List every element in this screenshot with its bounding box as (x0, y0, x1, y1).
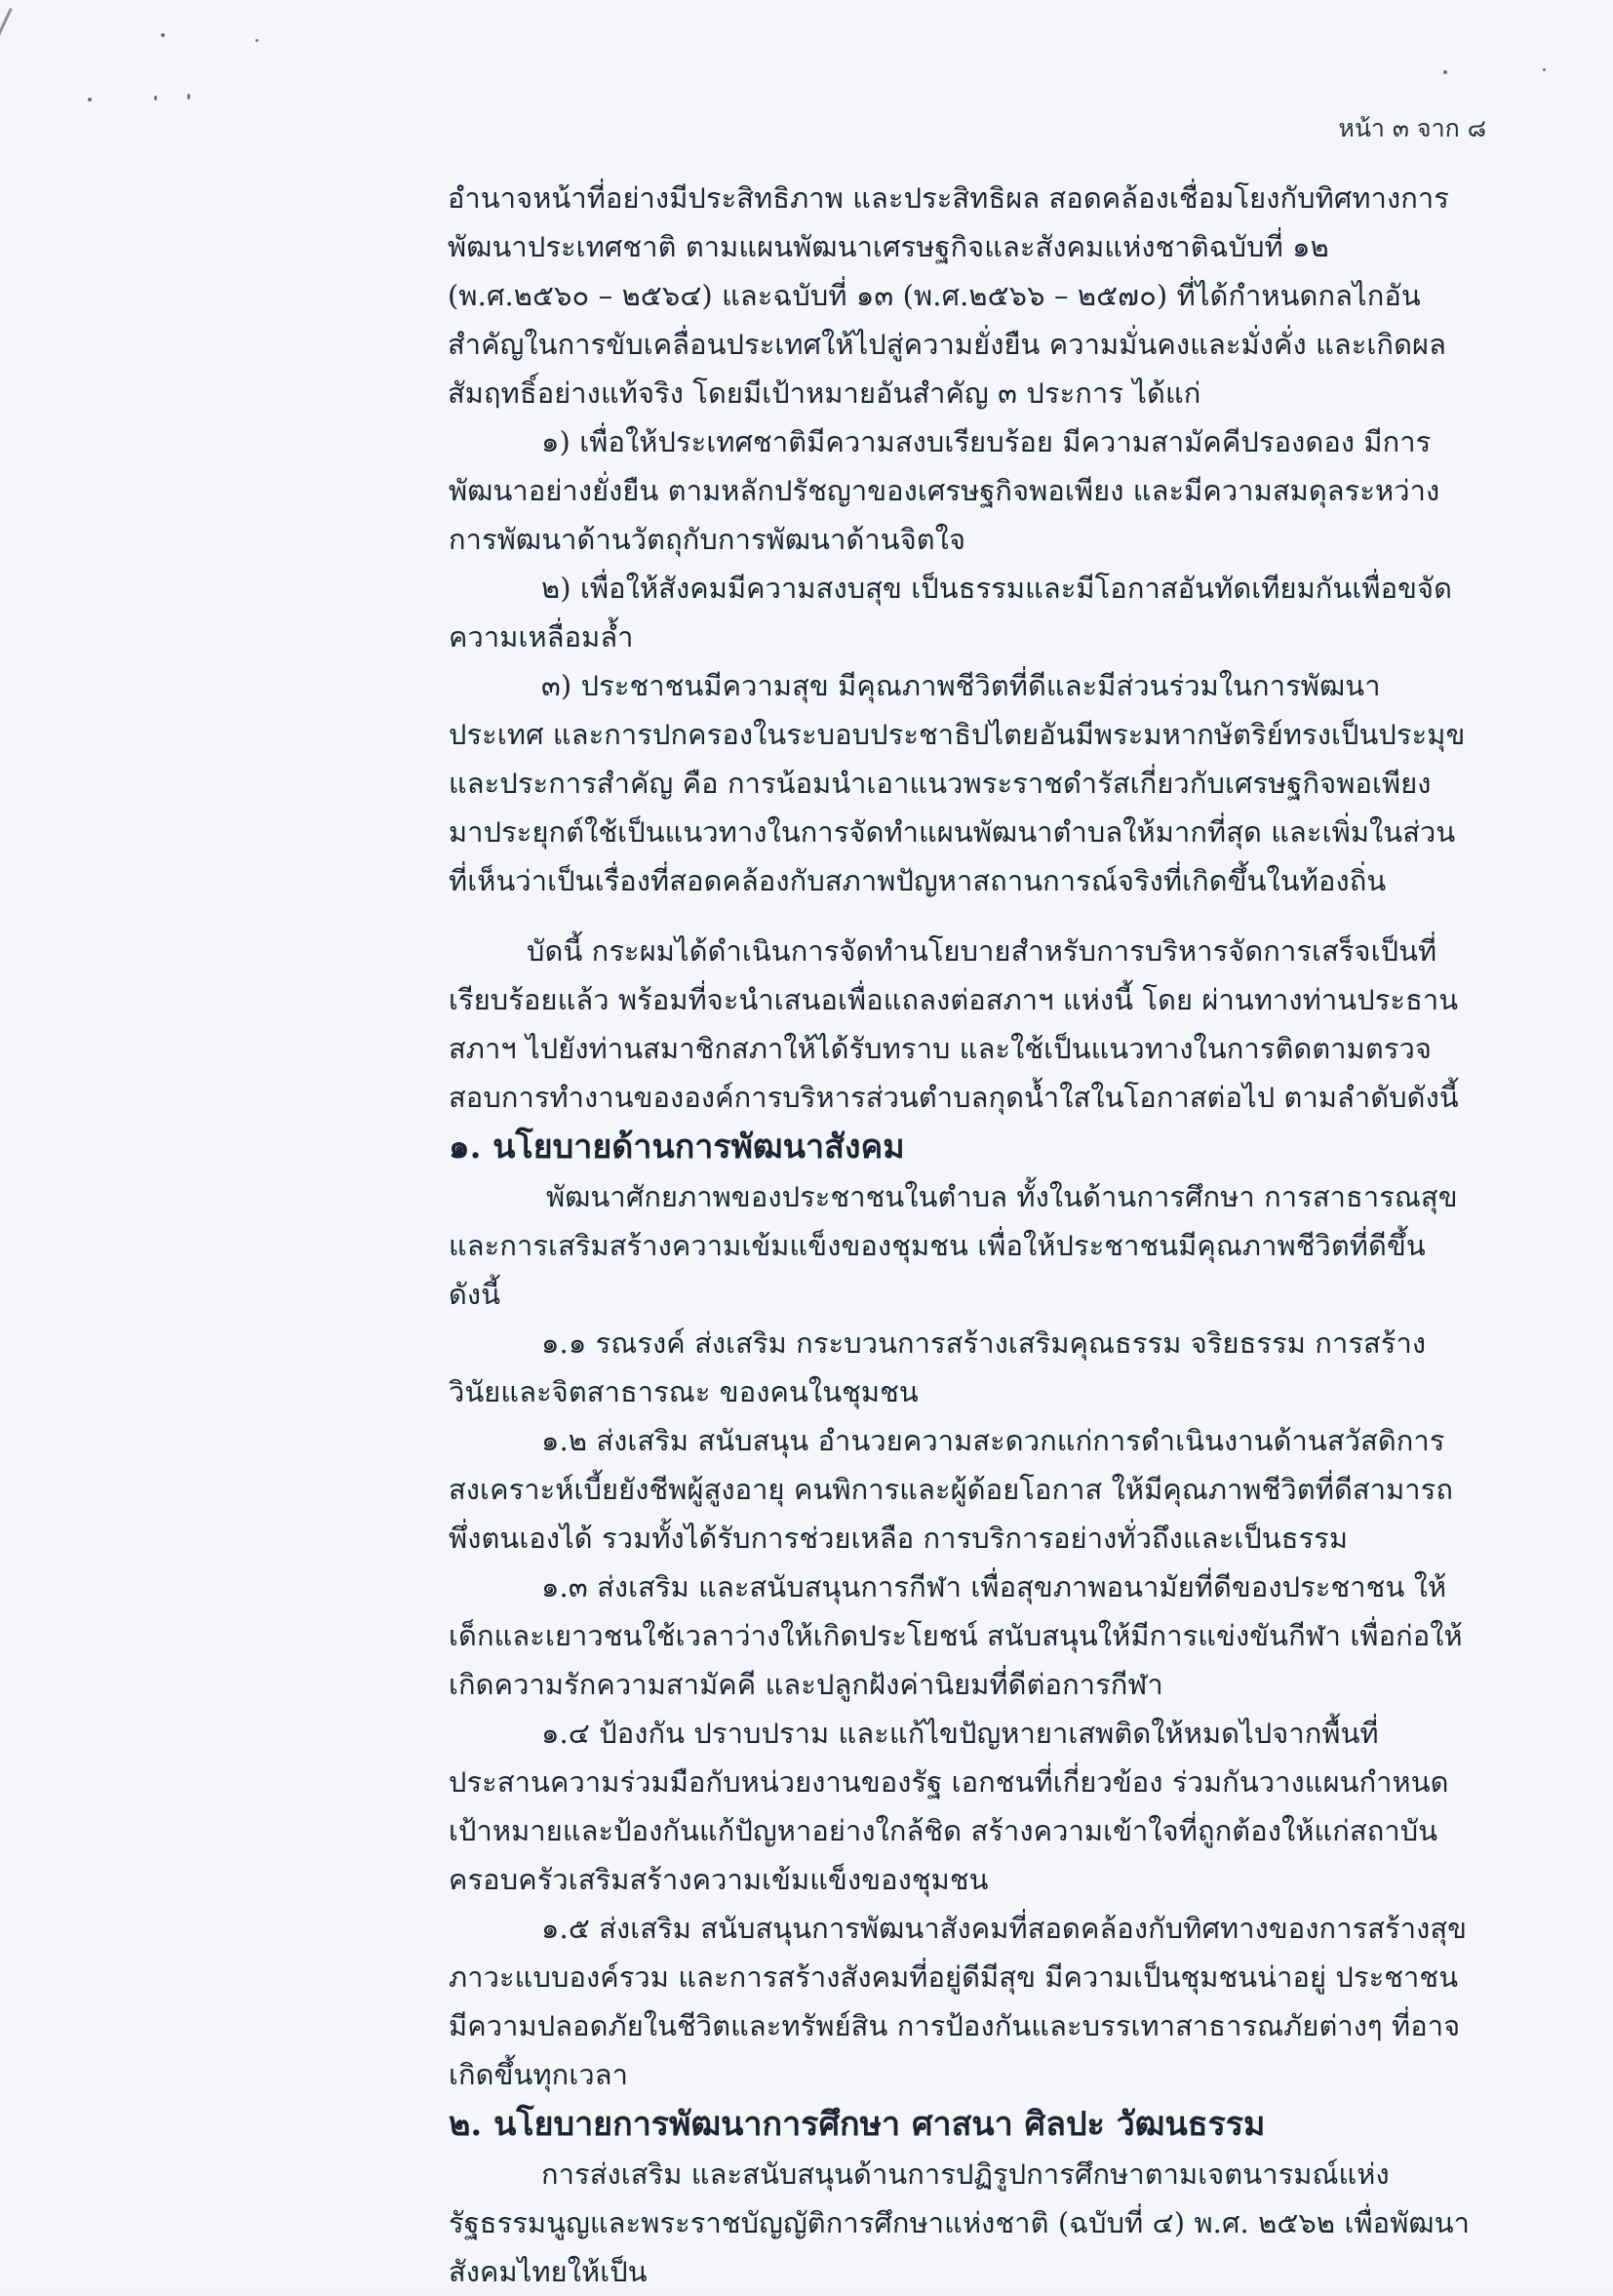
document-body (449, 174, 1473, 2296)
section-heading: ๒. นโยบายการพัฒนาการศึกษา ศาสนา ศิลปะ วัฒนธรรม (449, 2105, 1266, 2144)
paragraph: ๑) เพื่อให้ประเทศชาติมีความสงบเรียบร้อย มีความสามัคคีปรองดอง มีการพัฒนาอย่างยั่งยืน ตามหลักปรัชญาของเศรษฐกิจพอเพียง และมีความสมดุลระหว่างการพัฒนาด้านวัตถุกับการพัฒนาด้านจิตใจ (449, 425, 1440, 556)
paragraph: ๓) ประชาชนมีความสุข มีคุณภาพชีวิตที่ดีและมีส่วนร่วมในการพัฒนาประเทศ และการปกครองในระบอบประชาธิปไตยอันมีพระมหากษัตริย์ทรงเป็นประมุขและประการสำคัญ คือ การน้อมนำเอาแนวพระราชดำรัสเกี่ยวกับเศรษฐกิจพอเพียง มาประยุกต์ใช้เป็นแนวทางในการจัดทำแผนพัฒนาตำบลให้มากที่สุด และเพิ่มในส่วนที่เห็นว่าเป็นเรื่องที่สอดคล้องกับสภาพปัญหาสถานการณ์จริงที่เกิดขึ้นในท้องถิ่น (449, 669, 1466, 897)
page-number: หน้า ๓ จาก ๘ (1338, 114, 1486, 142)
paragraph: พัฒนาศักยภาพของประชาชนในตำบล ทั้งในด้านการศึกษา การสาธารณสุข และการเสริมสร้างความเข้มแข็งของชุมชน เพื่อให้ประชาชนมีคุณภาพชีวิตที่ดีขึ้น ดังนี้ (449, 1180, 1458, 1311)
scan-speck (161, 33, 165, 37)
scan-speck (154, 96, 157, 100)
scan-speck (256, 39, 258, 42)
scan-speck (1543, 68, 1546, 71)
paragraph: บัดนี้ กระผมได้ดำเนินการจัดทำนโยบายสำหรับการบริหารจัดการเสร็จเป็นที่เรียบร้อยแล้ว พร้อมที่จะนำเสนอเพื่อแถลงต่อสภาฯ แห่งนี้ โดย ผ่านทางท่านประธานสภาฯ ไปยังท่านสมาชิกสภาให้ได้รับทราบ และใช้เป็นแนวทางในการติดตามตรวจสอบการทำงานขององค์การบริหารส่วนตำบลกุดน้ำใสในโอกาสต่อไป ตามลำดับดังนี้ (449, 934, 1459, 1114)
section-heading: ๑. นโยบายด้านการพัฒนาสังคม (449, 1128, 905, 1167)
scan-corner-mark (0, 8, 13, 62)
list-item: ๑.๔ ป้องกัน ปราบปราม และแก้ไขปัญหายาเสพติดให้หมดไปจากพื้นที่ ประสานความร่วมมือกับหน่วยงานของรัฐ เอกชนที่เกี่ยวข้อง ร่วมกันวางแผนกำหนดเป้าหมายและป้องกันแก้ปัญหาอย่างใกล้ชิด สร้างความเข้าใจที่ถูกต้องให้แก่สถาบันครอบครัวเสริมสร้างความเข้มแข็งของชุมชน (449, 1717, 1449, 1896)
list-item: ๑.๒ ส่งเสริม สนับสนุน อำนวยความสะดวกแก่การดำเนินงานด้านสวัสดิการสงเคราะห์เบี้ยยังชีพผู้สูงอายุ คนพิการและผู้ด้อยโอกาส ให้มีคุณภาพชีวิตที่ดีสามารถพึ่งตนเองได้ รวมทั้งได้รับการช่วยเหลือ การบริการอย่างทั่วถึงและเป็นธรรม (449, 1424, 1454, 1555)
scan-speck (187, 94, 190, 99)
list-item: ๑.๕ ส่งเสริม สนับสนุนการพัฒนาสังคมที่สอดคล้องกับทิศทางของการสร้างสุขภาวะแบบองค์รวม และการสร้างสังคมที่อยู่ดีมีสุข มีความเป็นชุมชนน่าอยู่ ประชาชนมีความปลอดภัยในชีวิตและทรัพย์สิน การป้องกันและบรรเทาสาธารณภัยต่างๆ ที่อาจเกิดขึ้นทุกเวลา (449, 1912, 1468, 2091)
paragraph: การส่งเสริม และสนับสนุนด้านการปฏิรูปการศึกษาตามเจตนารมณ์แห่งรัฐธรรมนูญและพระราชบัญญัติการศึกษาแห่งชาติ (ฉบับที่ ๔) พ.ศ. ๒๕๖๒ เพื่อพัฒนาสังคมไทยให้เป็น (449, 2157, 1471, 2288)
list-item: ๑.๑ รณรงค์ ส่งเสริม กระบวนการสร้างเสริมคุณธรรม จริยธรรม การสร้างวินัยและจิตสาธารณะ ของคนในชุมชน (449, 1326, 1427, 1408)
list-item: ๑.๓ ส่งเสริม และสนับสนุนการกีฬา เพื่อสุขภาพอนามัยที่ดีของประชาชน ให้เด็กและเยาวชนใช้เวลาว่างให้เกิดประโยชน์ สนับสนุนให้มีการแข่งขันกีฬา เพื่อก่อให้เกิดความรักความสามัคคี และปลูกฝังค่านิยมที่ดีต่อการกีฬา (449, 1570, 1463, 1701)
scan-speck (1443, 70, 1447, 74)
paragraph: ๒) เพื่อให้สังคมมีความสงบสุข เป็นธรรมและมีโอกาสอันทัดเทียมกันเพื่อขจัดความเหลื่อมล้ำ (449, 572, 1453, 653)
scan-speck (88, 98, 92, 101)
paragraph: อำนาจหน้าที่อย่างมีประสิทธิภาพ และประสิทธิผล สอดคล้องเชื่อมโยงกับทิศทางการพัฒนาประเทศชาติ ตามแผนพัฒนาเศรษฐกิจและสังคมแห่งชาติฉบับที่ ๑๒ (พ.ศ.๒๕๖๐ – ๒๕๖๔) และฉบับที่ ๑๓ (พ.ศ.๒๕๖๖ – ๒๕๗๐) ที่ได้กำหนดกลไกอันสำคัญในการขับเคลื่อนประเทศให้ไปสู่ความยั่งยืน ความมั่นคงและมั่งคั่ง และเกิดผลสัมฤทธิ์อย่างแท้จริง โดยมีเป้าหมายอันสำคัญ ๓ ประการ ได้แก่ (448, 181, 1449, 410)
